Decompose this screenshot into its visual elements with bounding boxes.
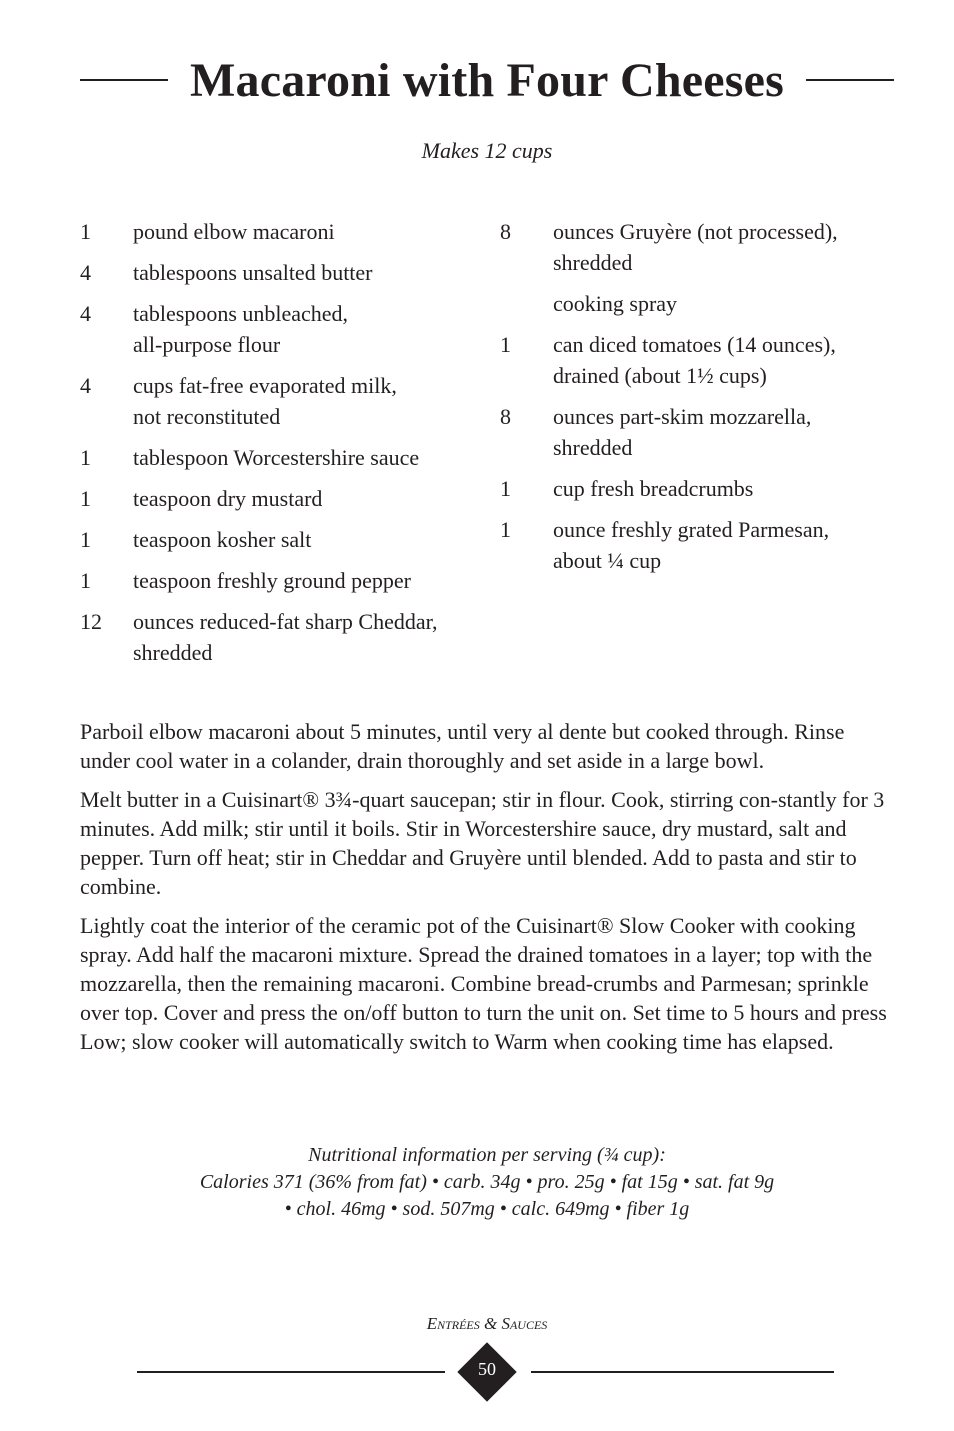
ingredient-item bbox=[80, 216, 480, 247]
ingredient-description: cups fat-free evaporated milk, not reconstituted bbox=[133, 373, 397, 429]
ingredient-quantity: 1 bbox=[500, 332, 511, 357]
ingredient-description: teaspoon dry mustard bbox=[133, 486, 323, 511]
ingredient-description: teaspoon kosher salt bbox=[133, 527, 312, 552]
ingredient-quantity: 1 bbox=[500, 517, 511, 542]
recipe-title: Macaroni with Four Cheeses bbox=[189, 53, 785, 107]
ingredient-description: tablespoons unsalted butter bbox=[133, 260, 373, 285]
ingredient-description: ounce freshly grated Parmesan, about ¼ cup bbox=[553, 517, 830, 573]
ingredient-item bbox=[500, 288, 894, 319]
ingredient-quantity: 1 bbox=[500, 476, 511, 501]
instruction-step: Melt butter in a Cuisinart® 3¾-quart saucepan; stir in flour. Cook, stirring con-stantly for 3 minutes. Add milk; stir until it boils. Stir in Worcestershire sauce, dry mustard, salt and pepper. Turn off heat; stir in Cheddar and Gruyère until blended. Add to pasta and stir to combine. bbox=[80, 787, 885, 899]
ingredient-description: ounces reduced-fat sharp Cheddar, shredded bbox=[133, 609, 438, 665]
ingredient-quantity bbox=[500, 288, 553, 319]
ingredient-quantity: 1 bbox=[80, 445, 91, 470]
instruction-step: Parboil elbow macaroni about 5 minutes, until very al dente but cooked through. Rinse under cool water in a colander, drain thoroughly and set aside in a large bowl. bbox=[80, 719, 845, 773]
ingredient-description: teaspoon freshly ground pepper bbox=[133, 568, 411, 593]
ingredient-description: tablespoon Worcestershire sauce bbox=[133, 445, 420, 470]
ingredient-description: pound elbow macaroni bbox=[133, 219, 335, 244]
ingredient-description: can diced tomatoes (14 ounces), drained (about 1½ cups) bbox=[553, 332, 836, 388]
ingredient-description: tablespoons unbleached, all-purpose flour bbox=[133, 301, 349, 357]
ingredient-description: ounces Gruyère (not processed), shredded bbox=[553, 219, 838, 275]
footer-rule-left bbox=[137, 1371, 445, 1373]
ingredient-quantity: 8 bbox=[500, 219, 511, 244]
section-label: Entrées & Sauces bbox=[426, 1314, 548, 1333]
nutrition-info bbox=[80, 1142, 894, 1223]
instruction-step: Lightly coat the interior of the ceramic pot of the Cuisinart® Slow Cooker with cooking spray. Add half the macaroni mixture. Spread the drained tomatoes in a layer; top with the mozzarella, then the remaining macaroni. Combine bread-crumbs and Parmesan; sprinkle over top. Cover and press the on/off button to turn the unit on. Set time to 5 hours and press Low; slow cooker will automatically switch to Warm when cooking time has elapsed. bbox=[80, 913, 887, 1054]
ingredient-quantity: 1 bbox=[80, 527, 91, 552]
page-number: 50 bbox=[478, 1359, 496, 1379]
footer-rule-right bbox=[531, 1371, 834, 1373]
ingredient-quantity: 1 bbox=[80, 219, 91, 244]
ingredient-item bbox=[500, 401, 894, 463]
recipe-yield: Makes 12 cups bbox=[421, 138, 553, 163]
ingredient-quantity: 4 bbox=[80, 373, 91, 398]
ingredient-description: ounces part-skim mozzarella, shredded bbox=[553, 404, 812, 460]
nutrition-line: • chol. 46mg • sod. 507mg • calc. 649mg • fiber 1g bbox=[284, 1198, 690, 1220]
ingredient-item bbox=[500, 329, 894, 391]
nutrition-line: Calories 371 (36% from fat) • carb. 34g • pro. 25g • fat 15g • sat. fat 9g bbox=[199, 1171, 775, 1193]
ingredients-right-column bbox=[500, 216, 894, 586]
title-row bbox=[80, 48, 894, 112]
instructions bbox=[80, 717, 894, 1066]
ingredient-item bbox=[80, 442, 480, 473]
ingredient-quantity: 4 bbox=[80, 301, 91, 326]
title-rule-right bbox=[806, 79, 894, 81]
ingredient-item bbox=[80, 370, 480, 432]
ingredients-left-column bbox=[80, 216, 480, 678]
ingredient-item bbox=[80, 483, 480, 514]
ingredient-item bbox=[500, 216, 894, 278]
ingredient-item bbox=[80, 257, 480, 288]
title-rule-left bbox=[80, 79, 168, 81]
ingredient-quantity: 1 bbox=[80, 568, 91, 593]
ingredient-description: cooking spray bbox=[553, 291, 678, 316]
ingredient-quantity: 8 bbox=[500, 404, 511, 429]
page-footer bbox=[137, 1343, 834, 1401]
ingredient-quantity: 4 bbox=[80, 260, 91, 285]
ingredient-description: cup fresh breadcrumbs bbox=[553, 476, 754, 501]
ingredient-item bbox=[500, 473, 894, 504]
ingredient-item bbox=[500, 514, 894, 576]
ingredient-quantity: 1 bbox=[80, 486, 91, 511]
ingredient-item bbox=[80, 606, 480, 668]
nutrition-heading: Nutritional information per serving (¾ cup): bbox=[308, 1144, 666, 1166]
ingredient-item bbox=[80, 298, 480, 360]
ingredient-item bbox=[80, 524, 480, 555]
ingredient-quantity: 12 bbox=[80, 609, 102, 634]
ingredient-item bbox=[80, 565, 480, 596]
